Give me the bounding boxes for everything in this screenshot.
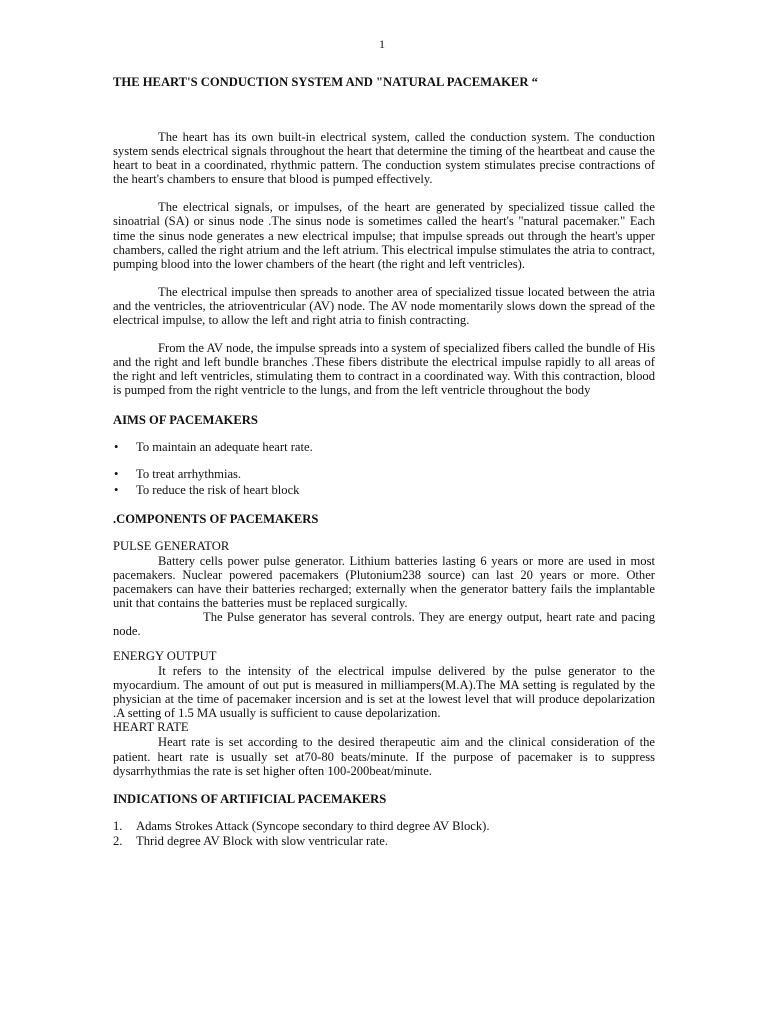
indication-text: Adams Strokes Attack (Syncope secondary to third degree AV Block). [136, 818, 490, 833]
heart-rate-text: Heart rate is set according to the desired therapeutic aim and the clinical consideration of the patient. heart rate is usually set at70-80 beats/minute. If the purpose of pacemaker is to suppress dysarrhythmias the rate is set higher often 100-200beat/minute. [113, 735, 655, 778]
document-body [113, 74, 655, 849]
components-heading: .COMPONENTS OF PACEMAKERS [113, 511, 319, 526]
list-item [113, 440, 655, 455]
intro-paragraph-4: From the AV node, the impulse spreads into a system of specialized fibers called the bundle of His and the right and left bundle branches .These fibers distribute the electrical impulse rapidly to all areas of the right and left ventricles, stimulating them to contract in a coordinated way. With this contraction, blood is pumped from the right ventricle to the lungs, and from the left ventricle throughout the body [113, 341, 655, 398]
list-number: 2. [113, 833, 123, 848]
intro-paragraph-1: The heart has its own built-in electrical system, called the conduction system. The conduction system sends electrical signals throughout the heart that determine the timing of the heartbeat and cause the heart to beat in a coordinated, rhythmic pattern. The conduction system stimulates precise contractions of the heart's chambers to ensure that blood is pumped effectively. [113, 130, 655, 187]
pulse-generator-heading: PULSE GENERATOR [113, 538, 230, 553]
pulse-generator-text: Battery cells power pulse generator. Lithium batteries lasting 6 years or more are used in most pacemakers. Nuclear powered pacemakers (Plutonium238 source) can last 20 years or more. Other pacemakers can have their batteries recharged; externally when the generator battery fails the implantable unit that contains the batteries must be replaced surgically. [113, 553, 655, 610]
list-item [113, 467, 655, 482]
aims-list [113, 440, 655, 498]
list-item [113, 483, 655, 498]
energy-output-heading: ENERGY OUTPUT [113, 649, 217, 664]
aim-text: To treat arrhythmias. [136, 466, 242, 481]
aim-text: To maintain an adequate heart rate. [136, 439, 313, 454]
bullet-icon: • [114, 439, 119, 454]
intro-paragraph-2: The electrical signals, or impulses, of the heart are generated by specialized tissue called the sinoatrial (SA) or sinus node .The sinus node is sometimes called the heart's "natural pacemaker." Each time the sinus node generates a new electrical impulse; that impulse spreads out through the heart's upper chambers, called the right atrium and the left atrium. This electrical impulse stimulates the atria to contract, pumping blood into the lower chambers of the heart (the right and left ventricles). [113, 200, 655, 271]
indications-list [113, 819, 655, 849]
energy-output-text: It refers to the intensity of the electrical impulse delivered by the pulse generator to the myocardium. The amount of out put is measured in milliampers(M.A).The MA setting is regulated by the physician at the time of pacemaker incersion and is set at the lowest level that will produce depolarization .A setting of 1.5 MA usually is sufficient to cause depolarization. [113, 664, 655, 721]
aim-text: To reduce the risk of heart block [136, 482, 300, 497]
indications-heading: INDICATIONS OF ARTIFICIAL PACEMAKERS [113, 791, 387, 806]
bullet-icon: • [114, 466, 119, 481]
pulse-generator-controls-text: The Pulse generator has several controls. They are energy output, heart rate and pacing node. [113, 609, 655, 638]
intro-paragraph-3: The electrical impulse then spreads to another area of specialized tissue located between the atria and the ventricles, the atrioventricular (AV) node. The AV node momentarily slows down the spread of the electrical impulse, to allow the left and right atria to finish contracting. [113, 284, 655, 328]
bullet-icon: • [114, 482, 119, 497]
list-item [113, 834, 655, 849]
aims-heading: AIMS OF PACEMAKERS [113, 412, 258, 427]
page-number: 1 [379, 37, 385, 51]
document-title: THE HEART'S CONDUCTION SYSTEM AND "NATURAL PACEMAKER “ [113, 75, 538, 89]
list-item [113, 819, 655, 834]
list-number: 1. [113, 818, 123, 833]
indication-text: Thrid degree AV Block with slow ventricular rate. [136, 833, 389, 848]
heart-rate-heading: HEART RATE [113, 720, 189, 735]
